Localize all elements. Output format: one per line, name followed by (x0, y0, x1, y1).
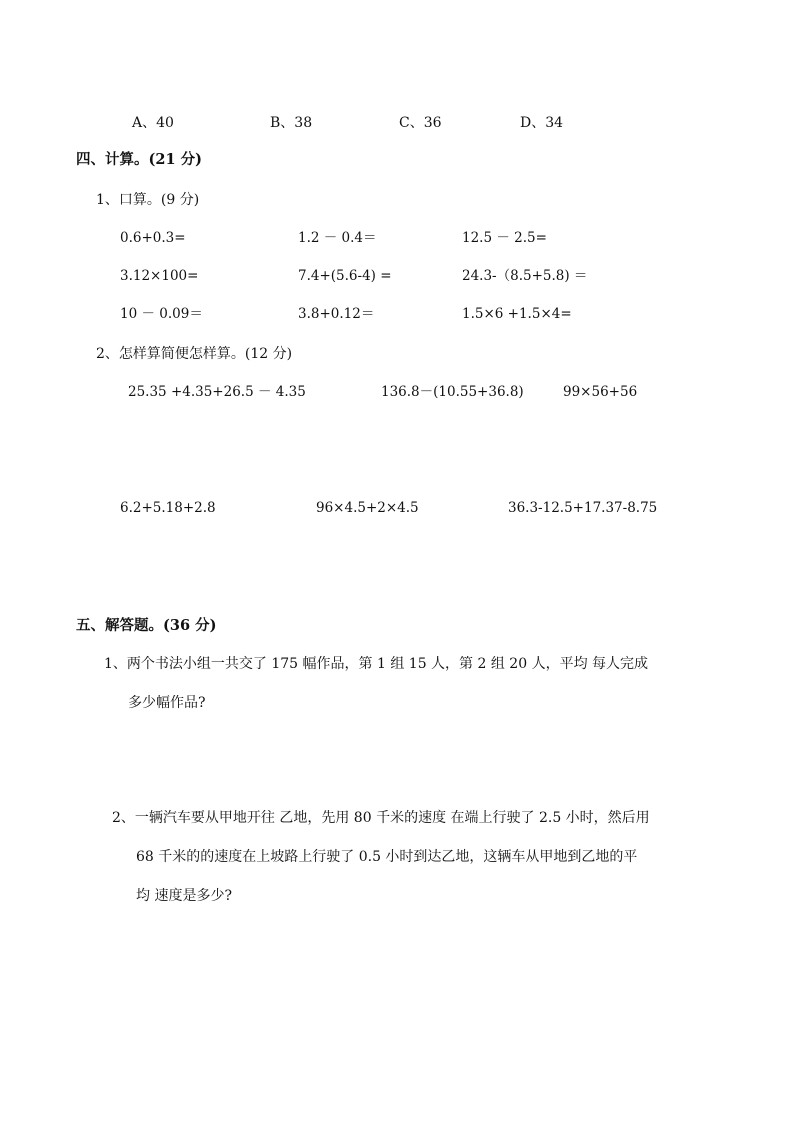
mental-calc-item: 0.6+0.3= (120, 230, 186, 246)
simplify-calc-item: 136.8－(10.55+36.8) (381, 384, 524, 400)
mental-calc-item: 3.8+0.12＝ (298, 306, 375, 322)
simplify-calc-item: 99×56+56 (563, 384, 638, 400)
word-problem-2-line: 68 千米的的速度在上坡路上行驶了 0.5 小时到达乙地，这辆车从甲地到乙地的平 (136, 849, 638, 865)
q1-label: 1、口算。(9 分) (96, 192, 200, 208)
mental-calc-item: 7.4+(5.6-4) = (298, 268, 392, 284)
word-problem-2-line: 2、一辆汽车要从甲地开往 乙地，先用 80 千米的速度 在端上行驶了 2.5 小时，然后用 (112, 810, 650, 826)
simplify-calc-item: 96×4.5+2×4.5 (316, 500, 419, 516)
word-problem-2-line: 均 速度是多少? (136, 888, 232, 904)
mental-calc-item: 1.2 － 0.4＝ (298, 230, 377, 246)
choice-c: C、36 (399, 115, 442, 131)
simplify-calc-item: 6.2+5.18+2.8 (120, 500, 216, 516)
simplify-calc-item: 36.3-12.5+17.37-8.75 (508, 500, 658, 516)
word-problem-1-line: 1、两个书法小组一共交了 175 幅作品，第 1 组 15 人，第 2 组 20 人，平均 每人完成 (104, 656, 649, 672)
mental-calc-item: 24.3-（8.5+5.8) ＝ (462, 268, 588, 284)
simplify-calc-item: 25.35 +4.35+26.5 － 4.35 (128, 384, 306, 400)
section-4-title: 四、计算。(21 分) (76, 151, 202, 168)
choice-a: A、40 (132, 115, 174, 131)
choice-d: D、34 (520, 115, 564, 131)
word-problem-1-line: 多少幅作品? (128, 695, 206, 711)
q2-label: 2、怎样算简便怎样算。(12 分) (96, 346, 293, 362)
mental-calc-item: 10 － 0.09＝ (120, 306, 203, 322)
mental-calc-item: 12.5 － 2.5= (462, 230, 547, 246)
choice-b: B、38 (270, 115, 313, 131)
mental-calc-item: 3.12×100= (120, 268, 199, 284)
mental-calc-item: 1.5×6 +1.5×4= (462, 306, 572, 322)
section-5-title: 五、解答题。(36 分) (76, 617, 217, 634)
